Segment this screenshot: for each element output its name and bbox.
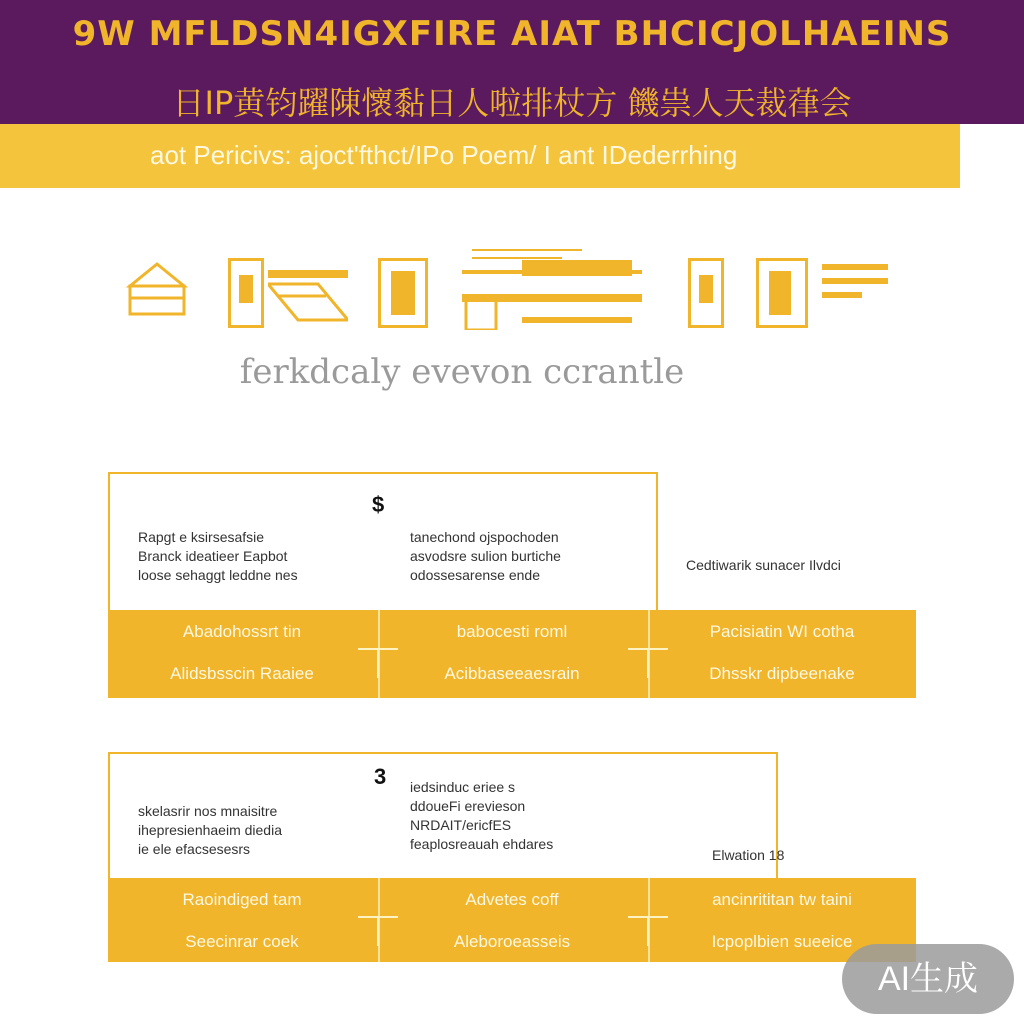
file-icon xyxy=(756,258,808,328)
band-cell: ancinrititan tw taini xyxy=(712,890,852,909)
page-title: 9W MFLDSN4IGXFIRE AIAT BHCICJOLHAEINS xyxy=(72,14,952,54)
step-marker: $ xyxy=(372,492,385,517)
card-note: skelasrir nos mnaisitre ihepresienhaeim diedia ie ele efacsesesrs xyxy=(138,803,282,857)
section-caption: ferkdcaly evevon ccrantle xyxy=(239,352,685,392)
band-cell: babocesti roml xyxy=(456,622,568,641)
file-icon xyxy=(378,258,428,328)
band-cell: Dhsskr dipbeenake xyxy=(709,664,855,683)
subtitle: aot Pericivs: ajoct'fthct/IPo Poem/ I ant IDederrhing xyxy=(150,140,738,170)
header-banner xyxy=(0,0,1024,124)
document-icon xyxy=(688,258,724,328)
band-cell: Advetes coff xyxy=(465,890,559,909)
stack-icon xyxy=(268,270,348,328)
page-title-chinese: 日IP黄钧躍陳懷黏日人啦排杖方 饑祟人天裁葎会 xyxy=(172,84,852,122)
side-note: Elwation 18 xyxy=(712,847,785,863)
card-note: iedsinduc eriee s ddoueFi erevieson NRDAIT/ericfES feaplosreauah ehdares xyxy=(410,779,554,852)
band-cell: Abadohossrt tin xyxy=(182,622,302,641)
band-cell: Alidsbsscin Raaiee xyxy=(170,664,314,683)
band-cell: Raoindiged tam xyxy=(182,890,302,909)
info-band xyxy=(108,610,916,698)
band-cell: Aleboroeasseis xyxy=(453,932,571,951)
band-cell: Pacisiatin WI cotha xyxy=(709,622,855,641)
side-note: Cedtiwarik sunacer Ilvdci xyxy=(686,557,841,573)
document-icon xyxy=(228,258,264,328)
info-section xyxy=(100,472,920,698)
band-cell: Icpoplbien sueeice xyxy=(711,932,853,951)
info-section xyxy=(100,752,920,962)
house-icon xyxy=(126,260,188,316)
card-note: Rapgt e ksirsesafsie Branck ideatieer Eapbot loose sehaggt leddne nes xyxy=(138,529,298,583)
list-icon xyxy=(822,260,888,300)
card-note: tanechond ojspochoden asvodsre sulion burtiche odossesarense ende xyxy=(410,529,561,583)
band-cell: Seecinrar coek xyxy=(185,932,299,951)
dashboard-icon xyxy=(462,240,642,330)
info-band xyxy=(108,878,916,962)
step-marker: 3 xyxy=(374,764,387,789)
band-cell: Acibbaseeaesrain xyxy=(444,664,580,683)
icon-row xyxy=(120,230,900,340)
ai-generated-badge: AI生成 xyxy=(842,944,1014,1014)
